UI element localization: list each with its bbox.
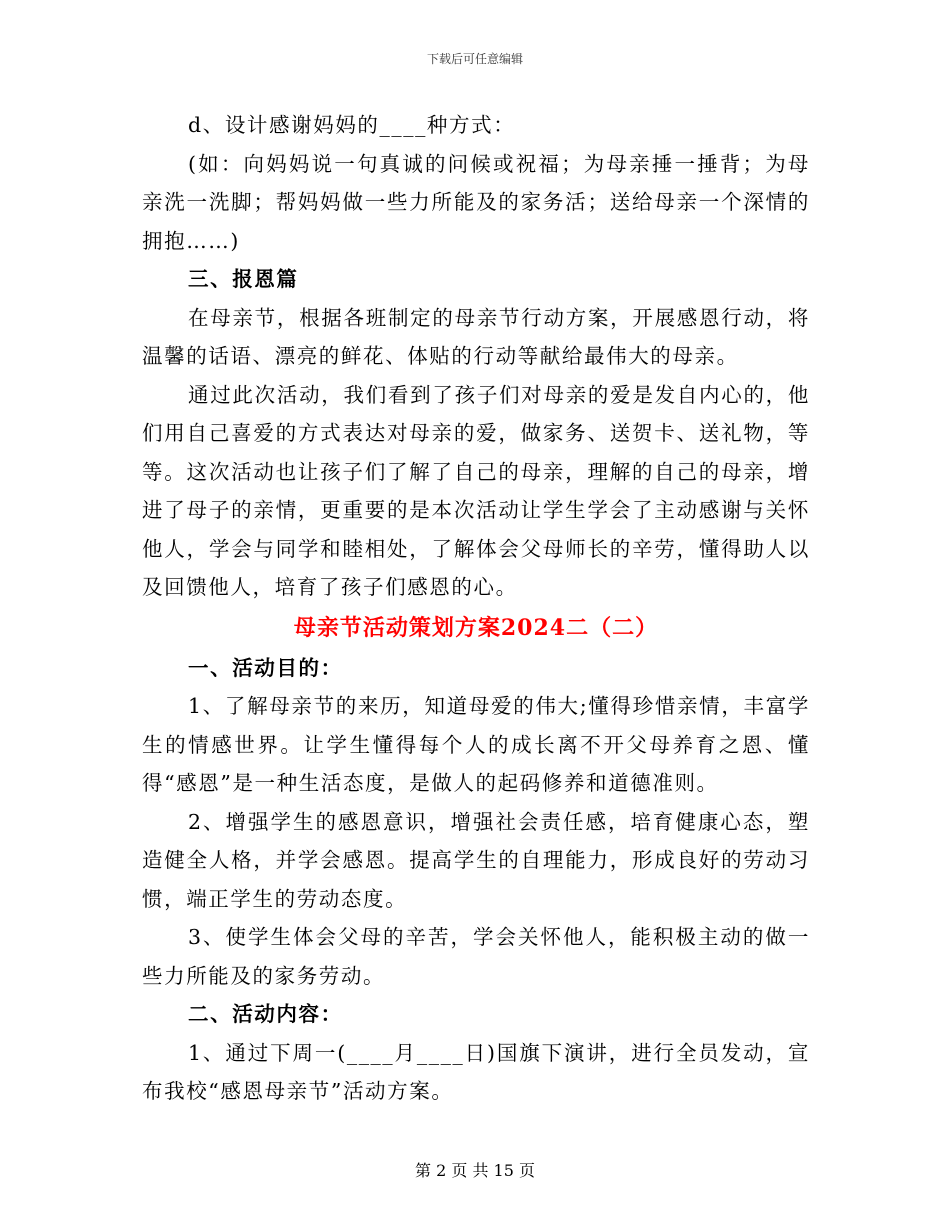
purpose-item-3: 3、使学生体会父母的辛苦，学会关怀他人，能积极主动的做一些力所能及的家务劳动。 [142, 925, 810, 988]
document-title: 母亲节活动策划方案2024二（二） [293, 614, 659, 641]
section-heading-purpose: 一、活动目的： [188, 655, 343, 680]
purpose-item-1: 1、了解母亲节的来历，知道母爱的伟大;懂得珍惜亲情，丰富学生的情感世界。让学生懂得每个人的成长离不开父母养育之恩、懂得“感恩”是一种生活态度，是做人的起码修养和道德准则。 [142, 694, 810, 795]
paragraph-examples: (如：向妈妈说一句真诚的问候或祝福；为母亲捶一捶背；为母亲洗一洗脚；帮妈妈做一些力所能及的家务活；送给母亲一个深情的拥抱……) [142, 151, 810, 253]
page-number: 第 2 页 共 15 页 [415, 1161, 535, 1180]
page-header: 下载后可任意编辑 [426, 52, 523, 66]
section-heading-content: 二、活动内容： [188, 1002, 343, 1026]
paragraph-mothers-day-action: 在母亲节，根据各班制定的母亲节行动方案，开展感恩行动，将温馨的话语、漂亮的鲜花、体贴的行动等献给最伟大的母亲。 [142, 305, 810, 368]
content-item-1: 1、通过下周一(____月____日)国旗下演讲，进行全员发动，宣布我校“感恩母亲节”活动方案。 [142, 1040, 810, 1103]
purpose-item-2: 2、增强学生的感恩意识，增强社会责任感，培育健康心态，塑造健全人格，并学会感恩。提高学生的自理能力，形成良好的劳动习惯，端正学生的劳动态度。 [142, 809, 810, 911]
paragraph-summary: 通过此次活动，我们看到了孩子们对母亲的爱是发自内心的，他们用自己喜爱的方式表达对母亲的爱，做家务、送贺卡、送礼物，等等。这次活动也让孩子们了解了自己的母亲，理解的自己的母亲，增进了母子的亲情，更重要的是本次活动让学生学会了主动感谢与关怀他人，学会与同学和睦相处，了解体会父母师长的辛劳，懂得助人以及回馈他人，培育了孩子们感恩的心。 [142, 382, 810, 599]
section-heading-repay: 三、报恩篇 [188, 267, 299, 291]
paragraph-design-thanks: d、设计感谢妈妈的____种方式： [188, 113, 516, 137]
document-body [142, 106, 810, 1111]
